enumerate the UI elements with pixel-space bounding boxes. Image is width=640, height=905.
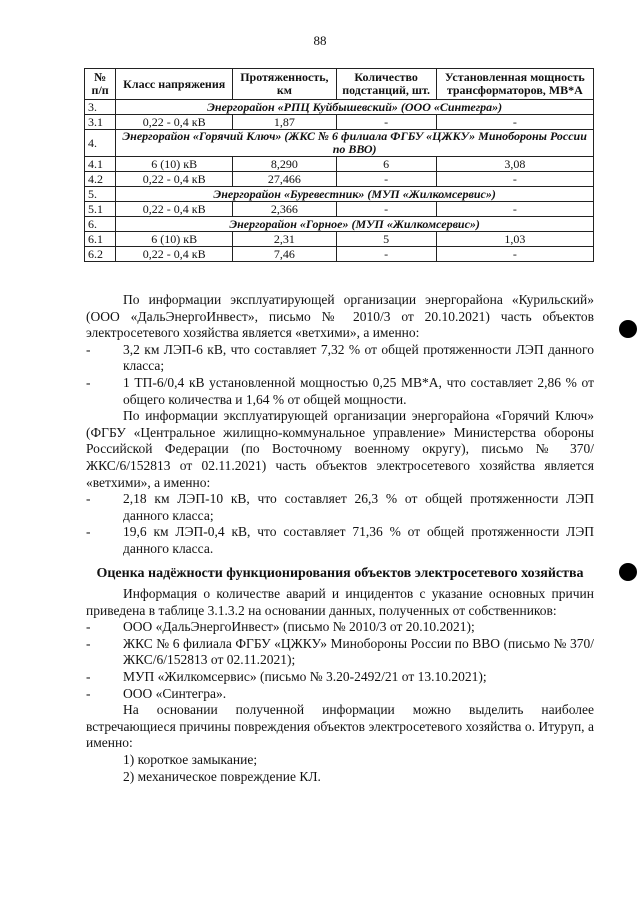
- cell-num: 3.: [85, 100, 116, 115]
- body-text: [86, 292, 594, 785]
- cell-voltage-class: 0,22 - 0,4 кВ: [116, 247, 233, 262]
- cell-voltage-class: 0,22 - 0,4 кВ: [116, 172, 233, 187]
- list-item: [86, 669, 594, 686]
- cell-num: 6.: [85, 217, 116, 232]
- table-row: [85, 202, 594, 217]
- list-dash: -: [86, 635, 91, 651]
- cell-transformer-power: 3,08: [436, 157, 593, 172]
- cell-substation-count: -: [336, 247, 436, 262]
- paragraph-goryachiy-klyuch: По информации эксплуатирующей организации энергорайона «Горячий Ключ» (ФГБУ «Центральное жилищно-коммунальное управление» Министерства обороны Российской Федерации (по Восточному военному округу), письмо № 370/ЖКС/6/152813 от 02.11.2021) часть объектов электросетевого хозяйства является «ветхими», а именно:: [86, 408, 594, 490]
- cause-item: 2) механическое повреждение КЛ.: [123, 768, 321, 784]
- cell-length: 1,87: [233, 115, 336, 130]
- cell-length: 8,290: [233, 157, 336, 172]
- cell-length: 2,31: [233, 232, 336, 247]
- list-item: [86, 342, 594, 375]
- cell-length: 7,46: [233, 247, 336, 262]
- cell-substation-count: -: [336, 172, 436, 187]
- list-dash: -: [86, 685, 91, 701]
- cell-transformer-power: -: [436, 247, 593, 262]
- paragraph-kurilsky: По информации эксплуатирующей организации энергорайона «Курильский» (ООО «ДальЭнергоИнвест», письмо № 2010/3 от 20.10.2021) часть объектов электросетевого хозяйства является «ветхими», а именно:: [86, 292, 594, 341]
- cell-num: 3.1: [85, 115, 116, 130]
- cell-num: 4.1: [85, 157, 116, 172]
- table-row: [85, 172, 594, 187]
- cell-num: 4.: [85, 130, 116, 157]
- table-group-row: [85, 130, 594, 157]
- header-substation-count: Количество подстанций, шт.: [336, 69, 436, 100]
- list-item: [86, 686, 594, 703]
- cell-transformer-power: 1,03: [436, 232, 593, 247]
- list-item: [86, 375, 594, 408]
- cell-transformer-power: -: [436, 202, 593, 217]
- cell-group-title: Энергорайон «Горное» (МУП «Жилкомсервис»): [116, 217, 594, 232]
- list-item: [86, 524, 594, 557]
- cause-item: 1) короткое замыкание;: [123, 752, 258, 768]
- table-row: [85, 157, 594, 172]
- header-length: Протяженность, км: [233, 69, 336, 100]
- cell-transformer-power: -: [436, 172, 593, 187]
- table-group-row: [85, 100, 594, 115]
- list-dash: -: [86, 669, 91, 685]
- list-item: [86, 491, 594, 524]
- list-item-text: ООО «Синтегра».: [123, 685, 227, 701]
- list-item: [86, 619, 594, 636]
- cell-group-title: Энергорайон «Горячий Ключ» (ЖКС № 6 филиала ФГБУ «ЦЖКУ» Минобороны России по ВВО): [116, 130, 594, 157]
- hole-punch-mark: [619, 563, 637, 581]
- cell-substation-count: -: [336, 115, 436, 130]
- list-item-text: МУП «Жилкомсервис» (письмо № 3.20-2492/21 от 13.10.2021);: [123, 669, 487, 685]
- cell-substation-count: 5: [336, 232, 436, 247]
- list-item-text: ООО «ДальЭнергоИнвест» (письмо № 2010/3 от 20.10.2021);: [123, 619, 475, 635]
- header-num: № п/п: [85, 69, 116, 100]
- list-item-text: 19,6 км ЛЭП-0,4 кВ, что составляет 71,36 % от общей протяженности ЛЭП данного класса.: [123, 524, 594, 556]
- list-dash: -: [86, 524, 91, 540]
- cell-length: 27,466: [233, 172, 336, 187]
- section-heading: Оценка надёжности функционирования объектов электросетевого хозяйства: [96, 565, 584, 581]
- paragraph-causes: На основании полученной информации можно выделить наиболее встречающиеся причины повреждения объектов электросетевого хозяйства о. Итуруп, а именно:: [86, 702, 594, 751]
- cell-substation-count: 6: [336, 157, 436, 172]
- cell-num: 6.2: [85, 247, 116, 262]
- cell-substation-count: -: [336, 202, 436, 217]
- cell-length: 2,366: [233, 202, 336, 217]
- cell-voltage-class: 0,22 - 0,4 кВ: [116, 202, 233, 217]
- paragraph-accidents: Информация о количестве аварий и инцидентов с указание основных причин приведена в таблице 3.1.3.2 на основании данных, полученных от собственников:: [86, 586, 594, 618]
- header-transformer-power: Установленная мощность трансформаторов, МВ*А: [436, 69, 593, 100]
- table-row: [85, 232, 594, 247]
- power-grid-table: [84, 68, 594, 262]
- cell-num: 4.2: [85, 172, 116, 187]
- cell-num: 5.: [85, 187, 116, 202]
- page-number: 88: [313, 33, 327, 48]
- list-dash: -: [86, 619, 91, 635]
- list-item-text: 1 ТП-6/0,4 кВ установленной мощностью 0,25 МВ*А, что составляет 2,86 % от общего количества и 1,64 % от общей мощности.: [123, 374, 594, 407]
- table-body: [85, 100, 594, 262]
- list-item-text: ЖКС № 6 филиала ФГБУ «ЦЖКУ» Минобороны России по ВВО (письмо № 370/ЖКС/6/152813 от 02.11.2021);: [123, 635, 594, 668]
- cell-group-title: Энергорайон «РПЦ Куйбышевский» (ООО «Синтегра»): [116, 100, 594, 115]
- cell-transformer-power: -: [436, 115, 593, 130]
- cell-num: 6.1: [85, 232, 116, 247]
- list-item-text: 2,18 км ЛЭП-10 кВ, что составляет 26,3 % от общей протяженности ЛЭП данного класса;: [123, 491, 594, 523]
- cell-voltage-class: 6 (10) кВ: [116, 232, 233, 247]
- header-voltage-class: Класс напряжения: [116, 69, 233, 100]
- hole-punch-mark: [619, 320, 637, 338]
- list-dash: -: [86, 491, 91, 507]
- table-row: [85, 247, 594, 262]
- list-item: [86, 636, 594, 669]
- cell-num: 5.1: [85, 202, 116, 217]
- list-dash: -: [86, 341, 91, 357]
- cell-group-title: Энергорайон «Буревестник» (МУП «Жилкомсервис»): [116, 187, 594, 202]
- list-dash: -: [86, 374, 91, 390]
- list-item-text: 3,2 км ЛЭП-6 кВ, что составляет 7,32 % от общей протяженности ЛЭП данного класса;: [123, 341, 594, 374]
- table-group-row: [85, 187, 594, 202]
- cell-voltage-class: 6 (10) кВ: [116, 157, 233, 172]
- table-row: [85, 115, 594, 130]
- table-header-row: [85, 69, 594, 100]
- cell-voltage-class: 0,22 - 0,4 кВ: [116, 115, 233, 130]
- table-group-row: [85, 217, 594, 232]
